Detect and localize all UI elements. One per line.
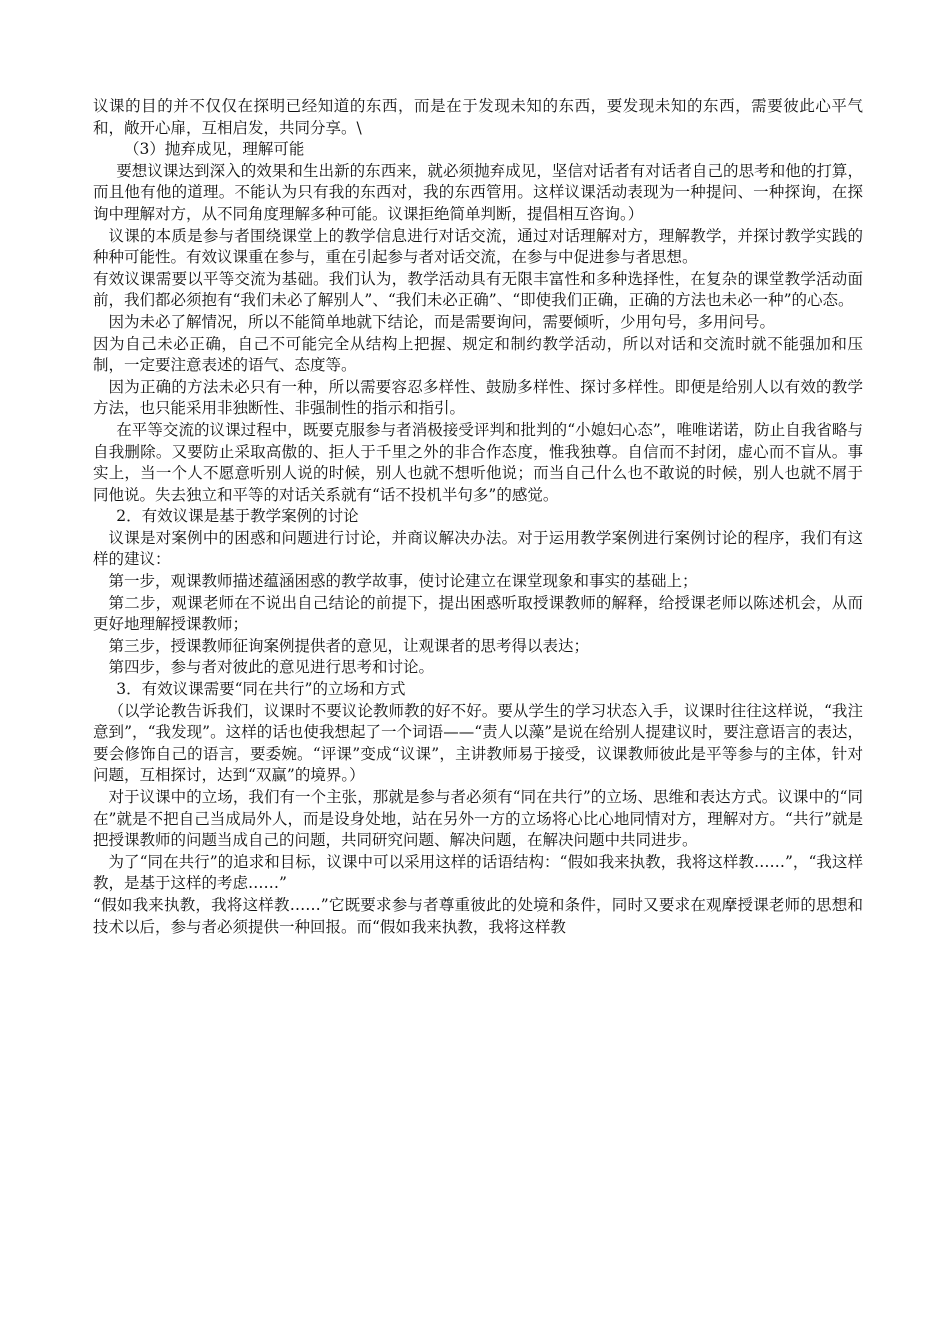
paragraph: （以学论教告诉我们，议课时不要议论教师教的好不好。要从学生的学习状态入手，议课时往往这样说，“我注意到”，“我发现”。这样的话也使我想起了一个词语——“责人以藻”是说在给别人提建议时，要注意语言的表达，要会修饰自己的语言，要委婉。“评课”变成“议课”，主讲教师易于接受，议课教师彼此是平等参与的主体，针对问题，互相探讨，达到“双赢”的境界。） (93, 701, 863, 785)
list-item: 第四步，参与者对彼此的意见进行思考和讨论。 (108, 658, 435, 677)
list-item: 第一步，观课教师描述蕴涵困惑的教学故事，使讨论建立在课堂现象和事实的基础上； (108, 572, 698, 591)
paragraph: 有效议课需要以平等交流为基础。我们认为，教学活动具有无限丰富性和多种选择性，在复杂的课堂教学活动面前，我们都必须抱有“我们未必了解别人”、“我们未必正确”、“即使我们正确，正确的方法也未必一种”的心态。 (93, 269, 863, 310)
paragraph: 议课的本质是参与者围绕课堂上的教学信息进行对话交流，通过对话理解对方，理解教学，并探讨教学实践的种种可能性。有效议课重在参与，重在引起参与者对话交流，在参与中促进参与者思想。 (93, 226, 863, 267)
section-heading: 3．有效议课需要“同在共行”的立场和方式 (116, 680, 406, 699)
paragraph: 要想议课达到深入的效果和生出新的东西来，就必须抛弃成见，坚信对话者有对话者自己的思考和他的打算，而且他有他的道理。不能认为只有我的东西对，我的东西管用。这样议课活动表现为一种提问、一种探询，在探询中理解对方，从不同角度理解多种可能。议课拒绝简单判断，提倡相互咨询。） (93, 161, 863, 223)
paragraph: 为了“同在共行”的追求和目标，议课中可以采用这样的话语结构：“假如我来执教，我将这样教……”，“我这样教，是基于这样的考虑……” (93, 852, 863, 893)
list-item: 第三步，授课教师征询案例提供者的意见，让观课者的思考得以表达； (108, 636, 590, 655)
paragraph: 因为正确的方法未必只有一种，所以需要容忍多样性、鼓励多样性、探讨多样性。即便是给别人以有效的教学方法，也只能采用非独断性、非强制性的指示和指引。 (93, 377, 863, 418)
section-heading: （3）抛弃成见，理解可能 (124, 140, 305, 159)
paragraph: 对于议课中的立场，我们有一个主张，那就是参与者必须有“同在共行”的立场、思维和表达方式。议课中的“同在”就是不把自己当成局外人，而是设身处地，站在另外一方的立场将心比心地同情对方，理解对方。“共行”就是把授课教师的问题当成自己的问题，共同研究问题、解决问题，在解决问题中共同进步。 (93, 788, 863, 850)
list-item: 第二步，观课老师在不说出自己结论的前提下，提出困惑听取授课教师的解释，给授课老师以陈述机会，从而更好地理解授课教师； (93, 593, 863, 634)
paragraph: 在平等交流的议课过程中，既要克服参与者消极接受评判和批判的“小媳妇心态”，唯唯诺诺，防止自我省略与自我删除。又要防止采取高傲的、拒人于千里之外的非合作态度，惟我独尊。自信而不封闭，虚心而不盲从。事实上，当一个人不愿意听别人说的时候，别人也就不想听他说；而当自己什么也不敢说的时候，别人也就不屑于同他说。失去独立和平等的对话关系就有“话不投机半句多”的感觉。 (93, 420, 863, 504)
paragraph: 议课的目的并不仅仅在探明已经知道的东西，而是在于发现未知的东西，要发现未知的东西，需要彼此心平气和，敞开心扉，互相启发，共同分享。\ (93, 97, 863, 137)
document-body (93, 96, 863, 938)
paragraph: 议课是对案例中的困惑和问题进行讨论，并商议解决办法。对于运用教学案例进行案例讨论的程序，我们有这样的建议： (93, 528, 863, 569)
paragraph: “假如我来执教，我将这样教……”它既要求参与者尊重彼此的处境和条件，同时又要求在观摩授课老师的思想和技术以后，参与者必须提供一种回报。而“假如我来执教，我将这样教 (93, 895, 863, 936)
paragraph: 因为未必了解情况，所以不能简单地就下结论，而是需要询问，需要倾听，少用句号，多用问号。 (108, 312, 776, 331)
section-heading: 2．有效议课是基于教学案例的讨论 (116, 507, 359, 526)
paragraph: 因为自己未必正确，自己不可能完全从结构上把握、规定和制约教学活动，所以对话和交流时就不能强加和压制，一定要注意表述的语气、态度等。 (93, 334, 863, 375)
